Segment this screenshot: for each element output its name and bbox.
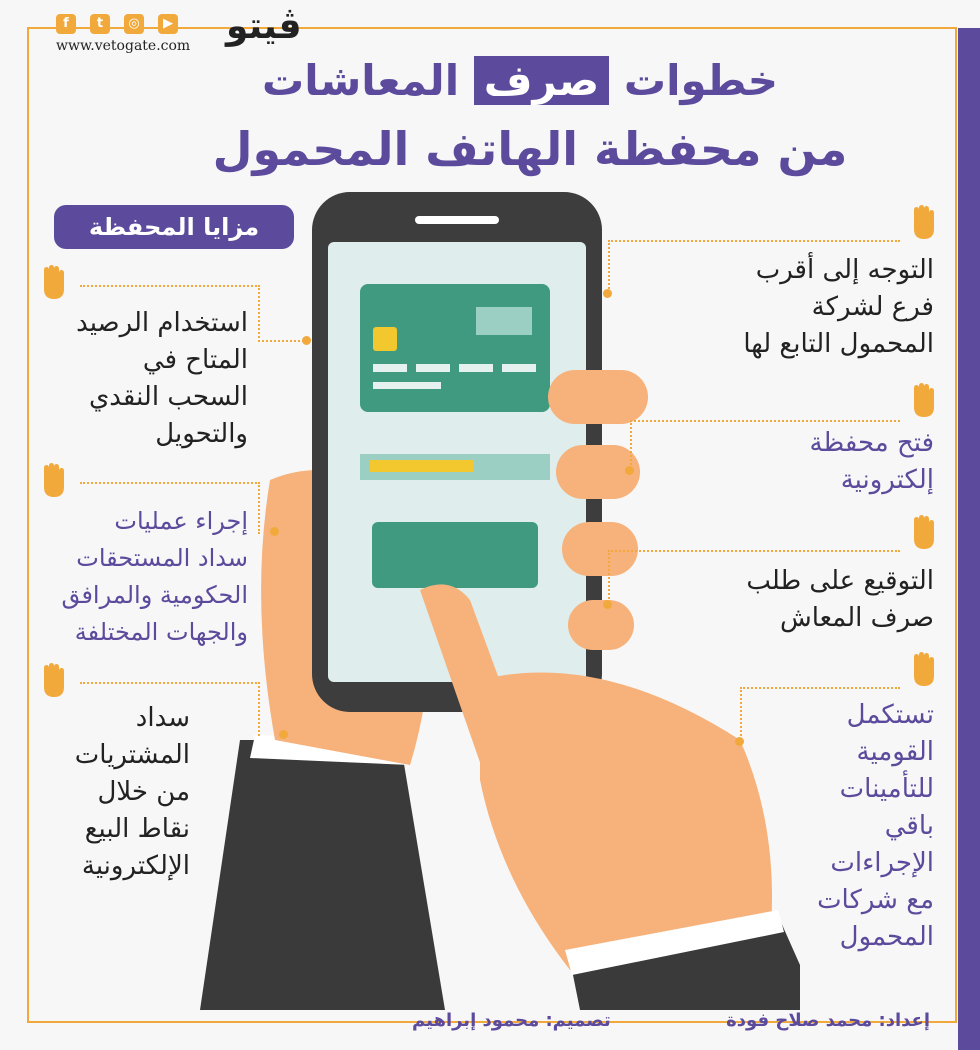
youtube-icon[interactable]: ▶ (158, 14, 178, 34)
step-4-line-3: للتأمينات (839, 774, 934, 804)
step-4-line-2: القومية (856, 737, 934, 767)
step-1-text (634, 252, 934, 363)
feature-2-line-4: والجهات المختلفة (74, 618, 248, 646)
website-url[interactable]: www.vetogate.com (56, 38, 191, 54)
facebook-icon[interactable]: f (56, 14, 76, 34)
feature-1-text (60, 305, 248, 453)
confirm-button-graphic (372, 522, 538, 588)
amount-field-fill (370, 460, 474, 472)
title-line-2: من محفظة الهاتف المحمول (212, 122, 848, 176)
step-hand-icon-2 (910, 383, 936, 419)
step-4-line-5: الإجراءات (830, 848, 934, 878)
title-line-1 (200, 56, 840, 105)
side-accent-bar (958, 28, 980, 1050)
feature-dot-3 (279, 730, 288, 739)
step-dot-3 (603, 600, 612, 609)
feature-3-line-4: نقاط البيع (84, 814, 190, 844)
step-1-line-2: فرع لشركة (811, 292, 934, 322)
step-2-text (674, 425, 934, 499)
card-stripe (476, 307, 532, 335)
feature-3-text (50, 700, 190, 885)
feature-1-line-1: استخدام الرصيد (76, 308, 248, 338)
title-word-steps: خطوات (623, 56, 778, 105)
finger-4 (568, 600, 634, 650)
step-4-line-6: مع شركات (817, 885, 934, 915)
card-number-1 (373, 364, 407, 372)
feature-3-line-1: سداد (135, 703, 190, 733)
feature-1-line-3: السحب النقدي (88, 382, 248, 412)
feature-hand-icon-3 (40, 663, 66, 699)
feature-3-line-3: من خلال (97, 777, 190, 807)
feature-dot-2 (270, 527, 279, 536)
finger-1 (548, 370, 648, 424)
phone-speaker (415, 216, 499, 224)
left-sleeve (200, 740, 445, 1010)
twitter-icon[interactable]: t (90, 14, 110, 34)
title-word-pensions: المعاشات (262, 56, 460, 105)
step-4-line-7: المحمول (839, 922, 934, 952)
step-1-line-1: التوجه إلى أقرب (755, 255, 934, 285)
card-number-4 (502, 364, 536, 372)
card-number-2 (416, 364, 450, 372)
feature-1-line-4: والتحويل (155, 419, 248, 449)
feature-1-line-2: المتاح في (142, 345, 248, 375)
instagram-icon[interactable]: ◎ (124, 14, 144, 34)
step-hand-icon-4 (910, 652, 936, 688)
features-badge: مزايا المحفظة (54, 205, 294, 249)
step-3-text (634, 563, 934, 637)
feature-connector-1b (258, 340, 304, 342)
feature-3-line-5: الإلكترونية (81, 851, 190, 881)
feature-2-text (50, 503, 248, 651)
step-hand-icon-1 (910, 205, 936, 241)
feature-2-line-3: الحكومية والمرافق (61, 581, 248, 609)
card-chip (373, 327, 397, 351)
credit-design-by: تصميم: محمود إبراهيم (412, 1010, 611, 1031)
step-4-text (734, 697, 934, 956)
step-4-line-1: تستكمل (846, 700, 934, 730)
feature-hand-icon-2 (40, 463, 66, 499)
step-3-line-1: التوقيع على طلب (746, 566, 934, 596)
feature-2-line-2: سداد المستحقات (76, 544, 248, 572)
step-3-line-2: صرف المعاش (779, 603, 934, 633)
step-4-line-4: باقي (884, 811, 934, 841)
step-dot-2 (625, 466, 634, 475)
step-hand-icon-3 (910, 515, 936, 551)
card-number-3 (459, 364, 493, 372)
vetogate-logo: ڤيتو (226, 6, 302, 47)
feature-hand-icon-1 (40, 265, 66, 301)
header-social (56, 14, 190, 54)
step-2-line-2: إلكترونية (840, 465, 934, 495)
step-1-line-3: المحمول التابع لها (743, 329, 934, 359)
title-highlight: صرف (474, 56, 610, 105)
feature-2-line-1: إجراء عمليات (114, 507, 248, 535)
feature-3-line-2: المشتريات (74, 740, 190, 770)
step-2-line-1: فتح محفظة (809, 428, 934, 458)
card-line (373, 382, 441, 389)
credit-prepared-by: إعداد: محمد صلاح فودة (726, 1010, 930, 1031)
step-dot-1 (603, 289, 612, 298)
